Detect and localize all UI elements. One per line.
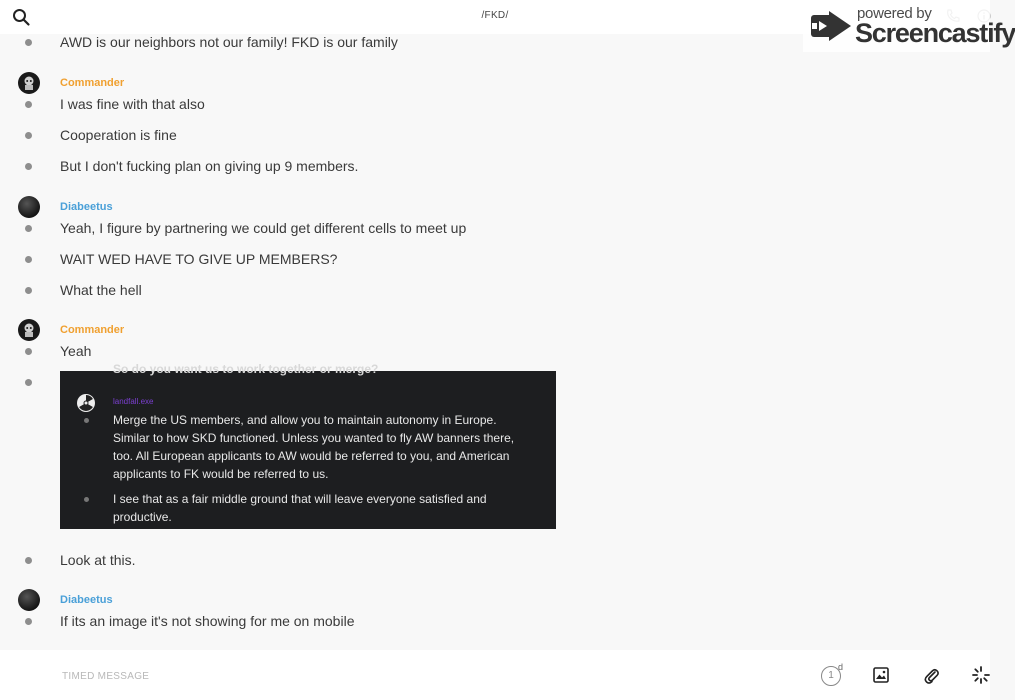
- embedded-screenshot[interactable]: [60, 362, 556, 529]
- author-name[interactable]: Commander: [60, 77, 125, 89]
- message-text: But I don't fucking plan on giving up 9 members.: [60, 158, 359, 174]
- screencastify-watermark: [803, 0, 1015, 52]
- embed-paragraph: Merge the US members, and allow you to maintain autonomy in Europe. Similar to how SKD functioned. Unless you wanted to fly AW banners there, too. All European applicants to AW would be referred to you, and American applicants to FK would be referred to us.: [113, 413, 515, 481]
- avatar[interactable]: [18, 196, 40, 218]
- message-text: Yeah, I figure by partnering we could get different cells to meet up: [60, 220, 467, 236]
- message-bullet: [25, 132, 32, 139]
- message-bullet: [25, 348, 32, 355]
- embed-paragraph: I see that as a fair middle ground that will leave everyone satisfied and productive.: [113, 492, 487, 524]
- embed-bullet: [84, 418, 89, 423]
- image-icon[interactable]: [873, 667, 889, 683]
- message-bullet: [25, 163, 32, 170]
- message-bullet: [25, 101, 32, 108]
- message-text: WAIT WED HAVE TO GIVE UP MEMBERS?: [60, 251, 338, 267]
- timer-button[interactable]: [821, 664, 845, 688]
- avatar[interactable]: [18, 589, 40, 611]
- message-text: What the hell: [60, 282, 142, 298]
- watermark-powered-by: powered by: [857, 5, 932, 22]
- watermark-brand: Screencastify: [855, 18, 1015, 48]
- message-bullet: [25, 557, 32, 564]
- message-bullet: [25, 287, 32, 294]
- timer-value: 1: [821, 666, 841, 686]
- message-text: If its an image it's not showing for me on mobile: [60, 613, 355, 629]
- author-name[interactable]: Diabeetus: [60, 201, 113, 213]
- embed-cut-text: So do you want us to work together or merge?: [113, 362, 379, 376]
- avatar[interactable]: [18, 319, 40, 341]
- embed-bullet: [84, 497, 89, 502]
- channel-title: /FKD/: [481, 10, 509, 21]
- embed-author: landfall.exe: [113, 397, 154, 406]
- message-bullet: [25, 379, 32, 386]
- timer-unit: d: [838, 662, 844, 672]
- message-text: Look at this.: [60, 552, 136, 568]
- message-text: AWD is our neighbors not our family! FKD is our family: [60, 34, 398, 50]
- author-name[interactable]: Commander: [60, 324, 125, 336]
- message-bullet: [25, 256, 32, 263]
- screencastify-logo-icon: [809, 7, 853, 45]
- sparkle-icon[interactable]: [972, 666, 990, 684]
- radiation-icon: [76, 393, 96, 413]
- message-text: Cooperation is fine: [60, 127, 177, 143]
- message-bullet: [25, 618, 32, 625]
- author-name[interactable]: Diabeetus: [60, 594, 113, 606]
- message-text: I was fine with that also: [60, 96, 205, 112]
- avatar[interactable]: [18, 72, 40, 94]
- message-input[interactable]: [60, 665, 764, 687]
- message-bullet: [25, 225, 32, 232]
- paperclip-icon[interactable]: [923, 666, 939, 684]
- message-bullet: [25, 39, 32, 46]
- message-text: Yeah: [60, 343, 92, 359]
